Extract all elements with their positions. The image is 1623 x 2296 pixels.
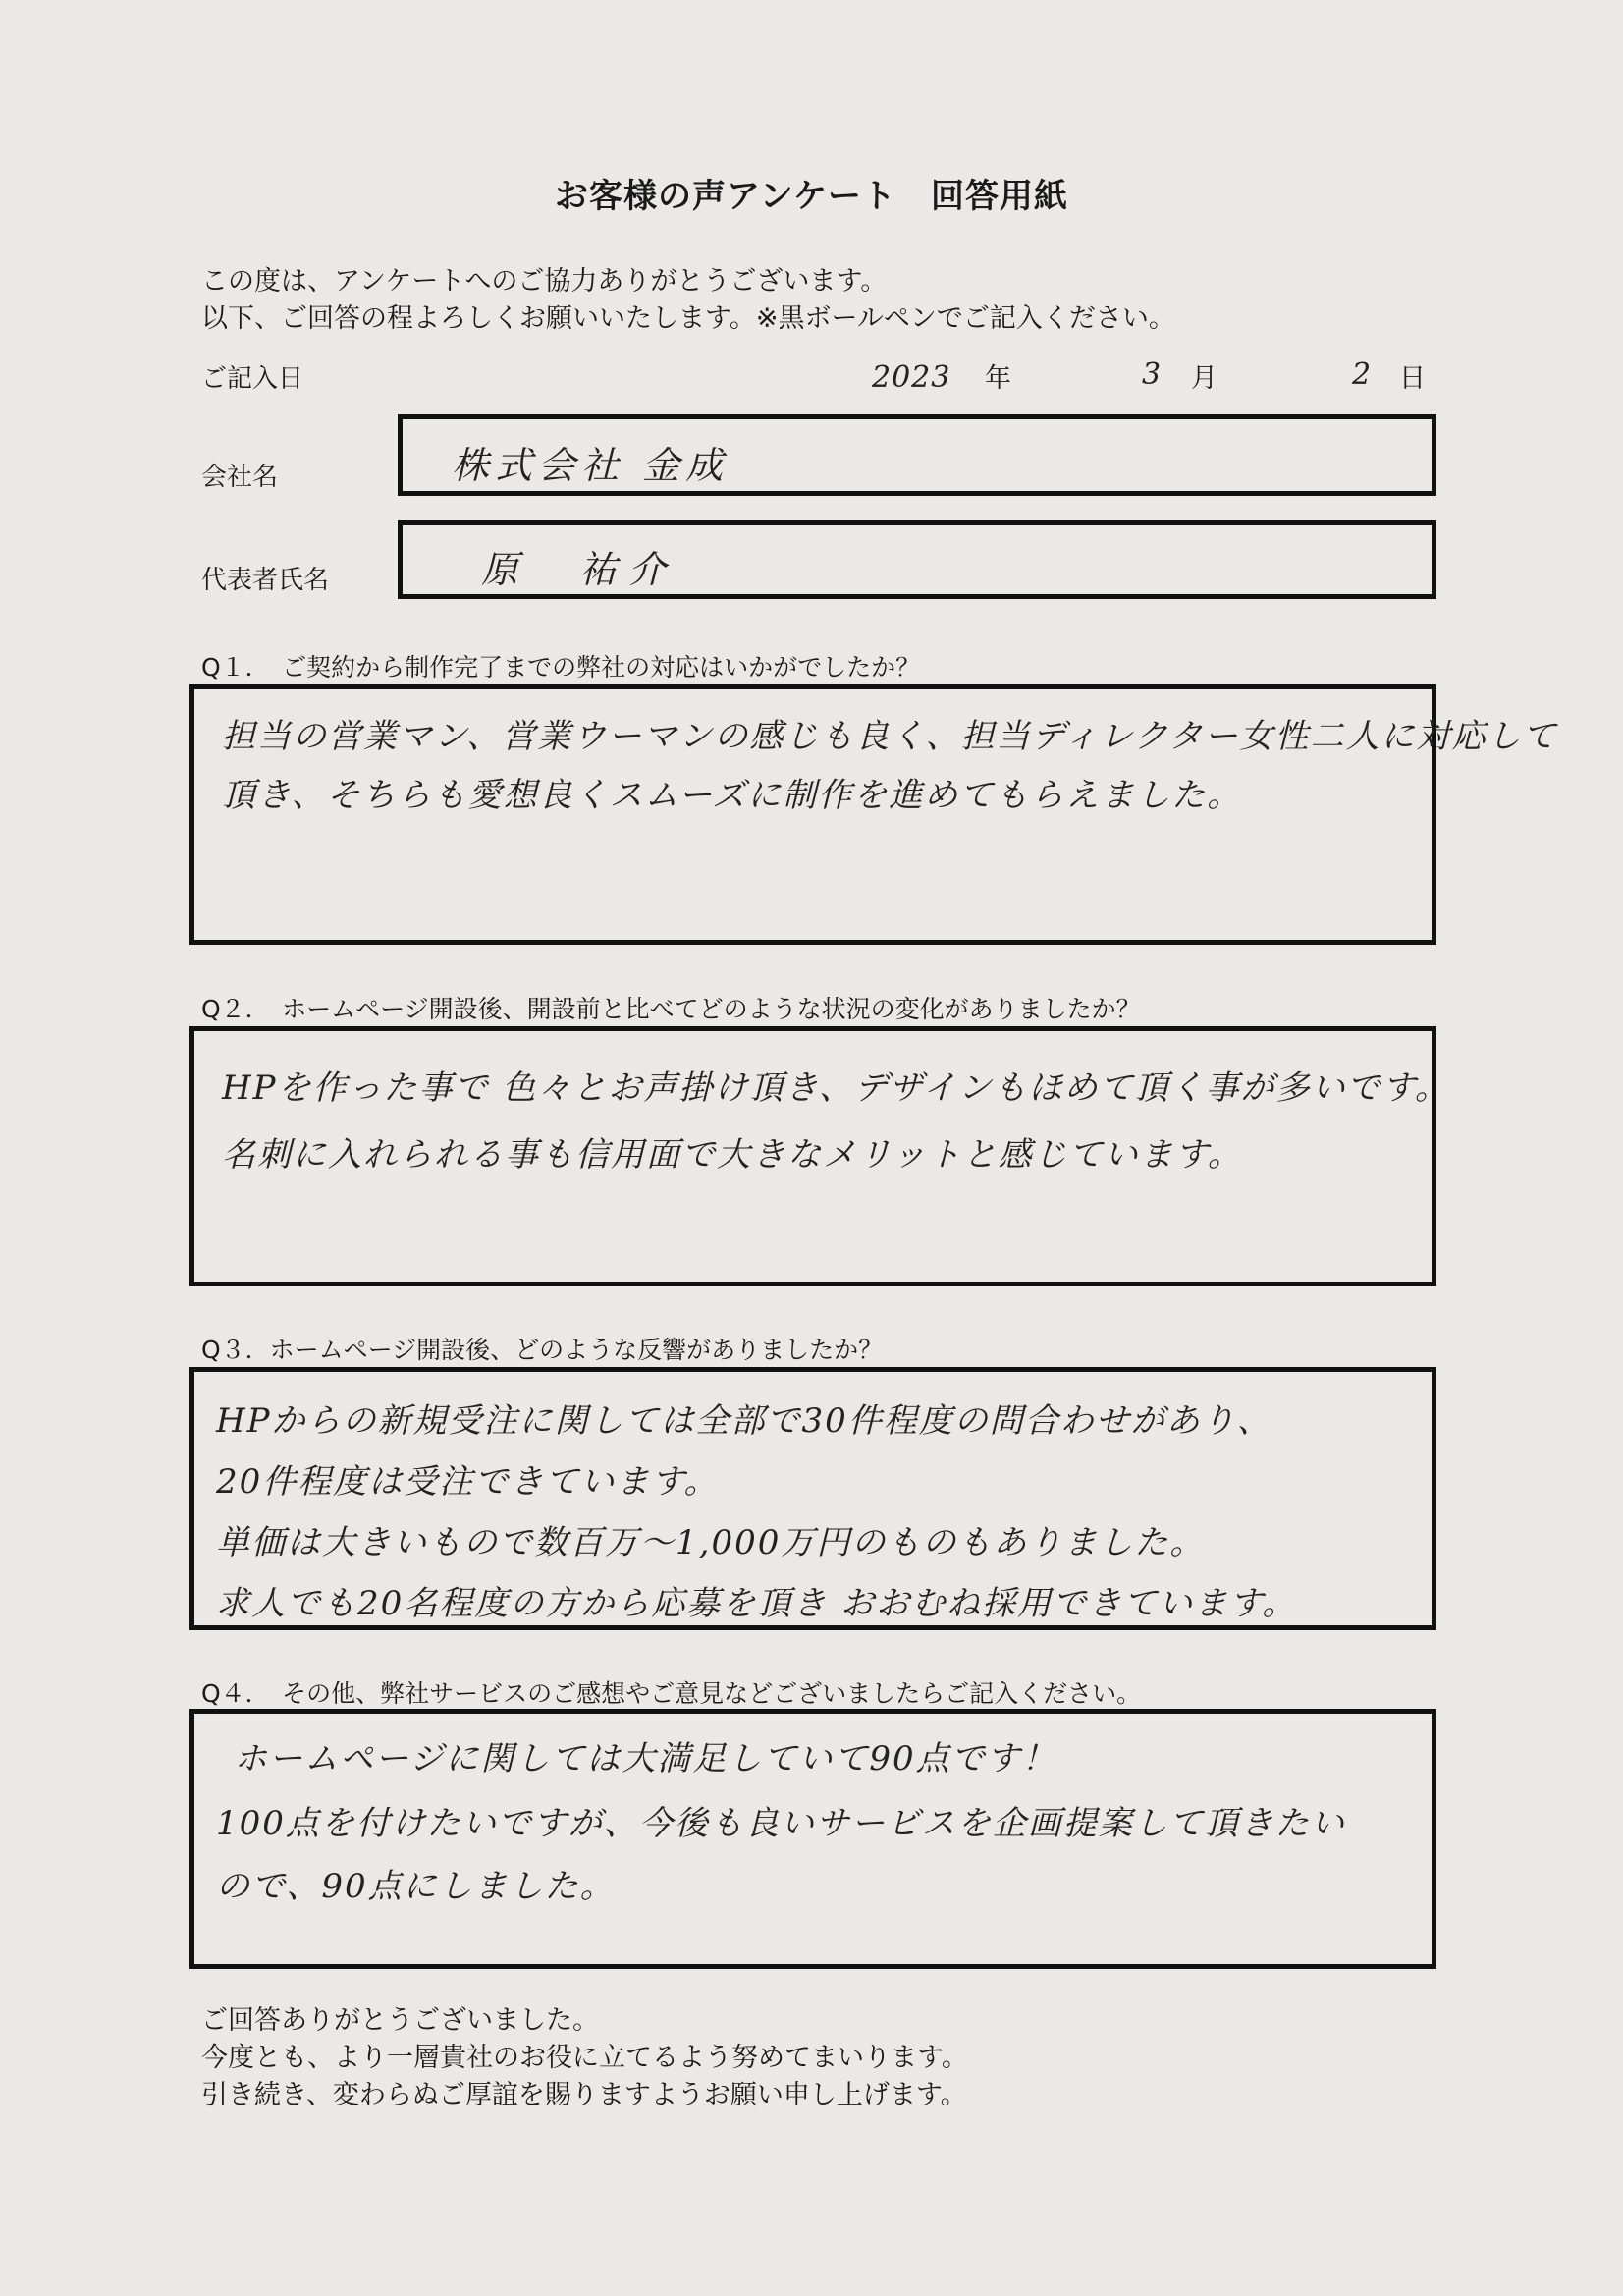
q1-answer-box (189, 684, 1558, 945)
date-year-unit: 年 (985, 363, 1011, 394)
q2-answer-line: HPを作った事で 色々とお声掛け頂き、デザインもほめて頂く事が多いです。 (222, 1068, 1450, 1108)
date-label: ご記入日 (201, 364, 304, 394)
representative-field (398, 520, 1436, 599)
q3-label: Q３．ホームページ開設後、どのような反響がありましたか？ (201, 1336, 884, 1364)
date-year-value: 2023 (872, 360, 951, 395)
q1-answer-line: 頂き、そちらも愛想良くスムーズに制作を進めてもらえました。 (222, 776, 1243, 815)
q3-answer-line: HPからの新規受注に関しては全部で30件程度の問合わせがあり、 (216, 1401, 1272, 1441)
company-field (398, 414, 1436, 496)
company-label: 会社名 (201, 463, 279, 492)
q4-answer-line: ホームページに関しては大満足していて90点です！ (234, 1739, 1057, 1778)
q4-label: Q４． その他、弊社サービスのご感想やご意見などございましたらご記入ください。 (201, 1679, 1142, 1708)
q3-answer-line: 単価は大きいもので数百万〜1,000万円のものもありました。 (216, 1523, 1206, 1562)
closing-line-1: ご回答ありがとうございました。 (201, 2005, 599, 2036)
q2-answer-line: 名刺に入れられる事も信用面で大きなメリットと感じています。 (222, 1135, 1243, 1175)
company-value: 株式会社 金成 (452, 444, 730, 487)
page-title: お客様の声アンケート 回答用紙 (555, 177, 1068, 216)
q4-answer-line: 100点を付けたいですが、今後も良いサービスを企画提案して頂きたい (216, 1804, 1346, 1843)
representative-value: 原 祐介 (481, 548, 678, 591)
date-day-unit: 日 (1399, 363, 1426, 394)
q3-answer-box (189, 1367, 1436, 1630)
q4-answer-line: ので、90点にしました。 (216, 1867, 616, 1906)
intro-line-2: 以下、ご回答の程よろしくお願いいたします。※黒ボールペンでご記入ください。 (201, 303, 1175, 334)
representative-label: 代表者氏名 (201, 566, 330, 595)
closing-line-2: 今度とも、より一層貴社のお役に立てるよう努めてまいります。 (201, 2043, 968, 2073)
q1-answer-line: 担当の営業マン、営業ウーマンの感じも良く、担当ディレクター女性二人に対応して (222, 717, 1558, 756)
q2-answer-box (189, 1026, 1450, 1286)
date-month-value: 3 (1142, 357, 1163, 392)
q4-answer-box (189, 1709, 1436, 1969)
q2-label: Q２． ホームページ開設後、開設前と比べてどのような状況の変化がありましたか？ (201, 995, 1141, 1023)
date-day-value: 2 (1352, 357, 1373, 392)
closing-line-3: 引き続き、変わらぬご厚誼を賜りますようお願い申し上げます。 (201, 2080, 967, 2110)
date-month-unit: 月 (1191, 363, 1217, 394)
intro-line-1: この度は、アンケートへのご協力ありがとうございます。 (201, 266, 888, 297)
q3-answer-line: 求人でも20名程度の方から応募を頂き おおむね採用できています。 (216, 1584, 1298, 1623)
q1-label: Q１． ご契約から制作完了までの弊社の対応はいかがでしたか？ (201, 653, 921, 682)
q3-answer-line: 20件程度は受注できています。 (216, 1462, 720, 1502)
